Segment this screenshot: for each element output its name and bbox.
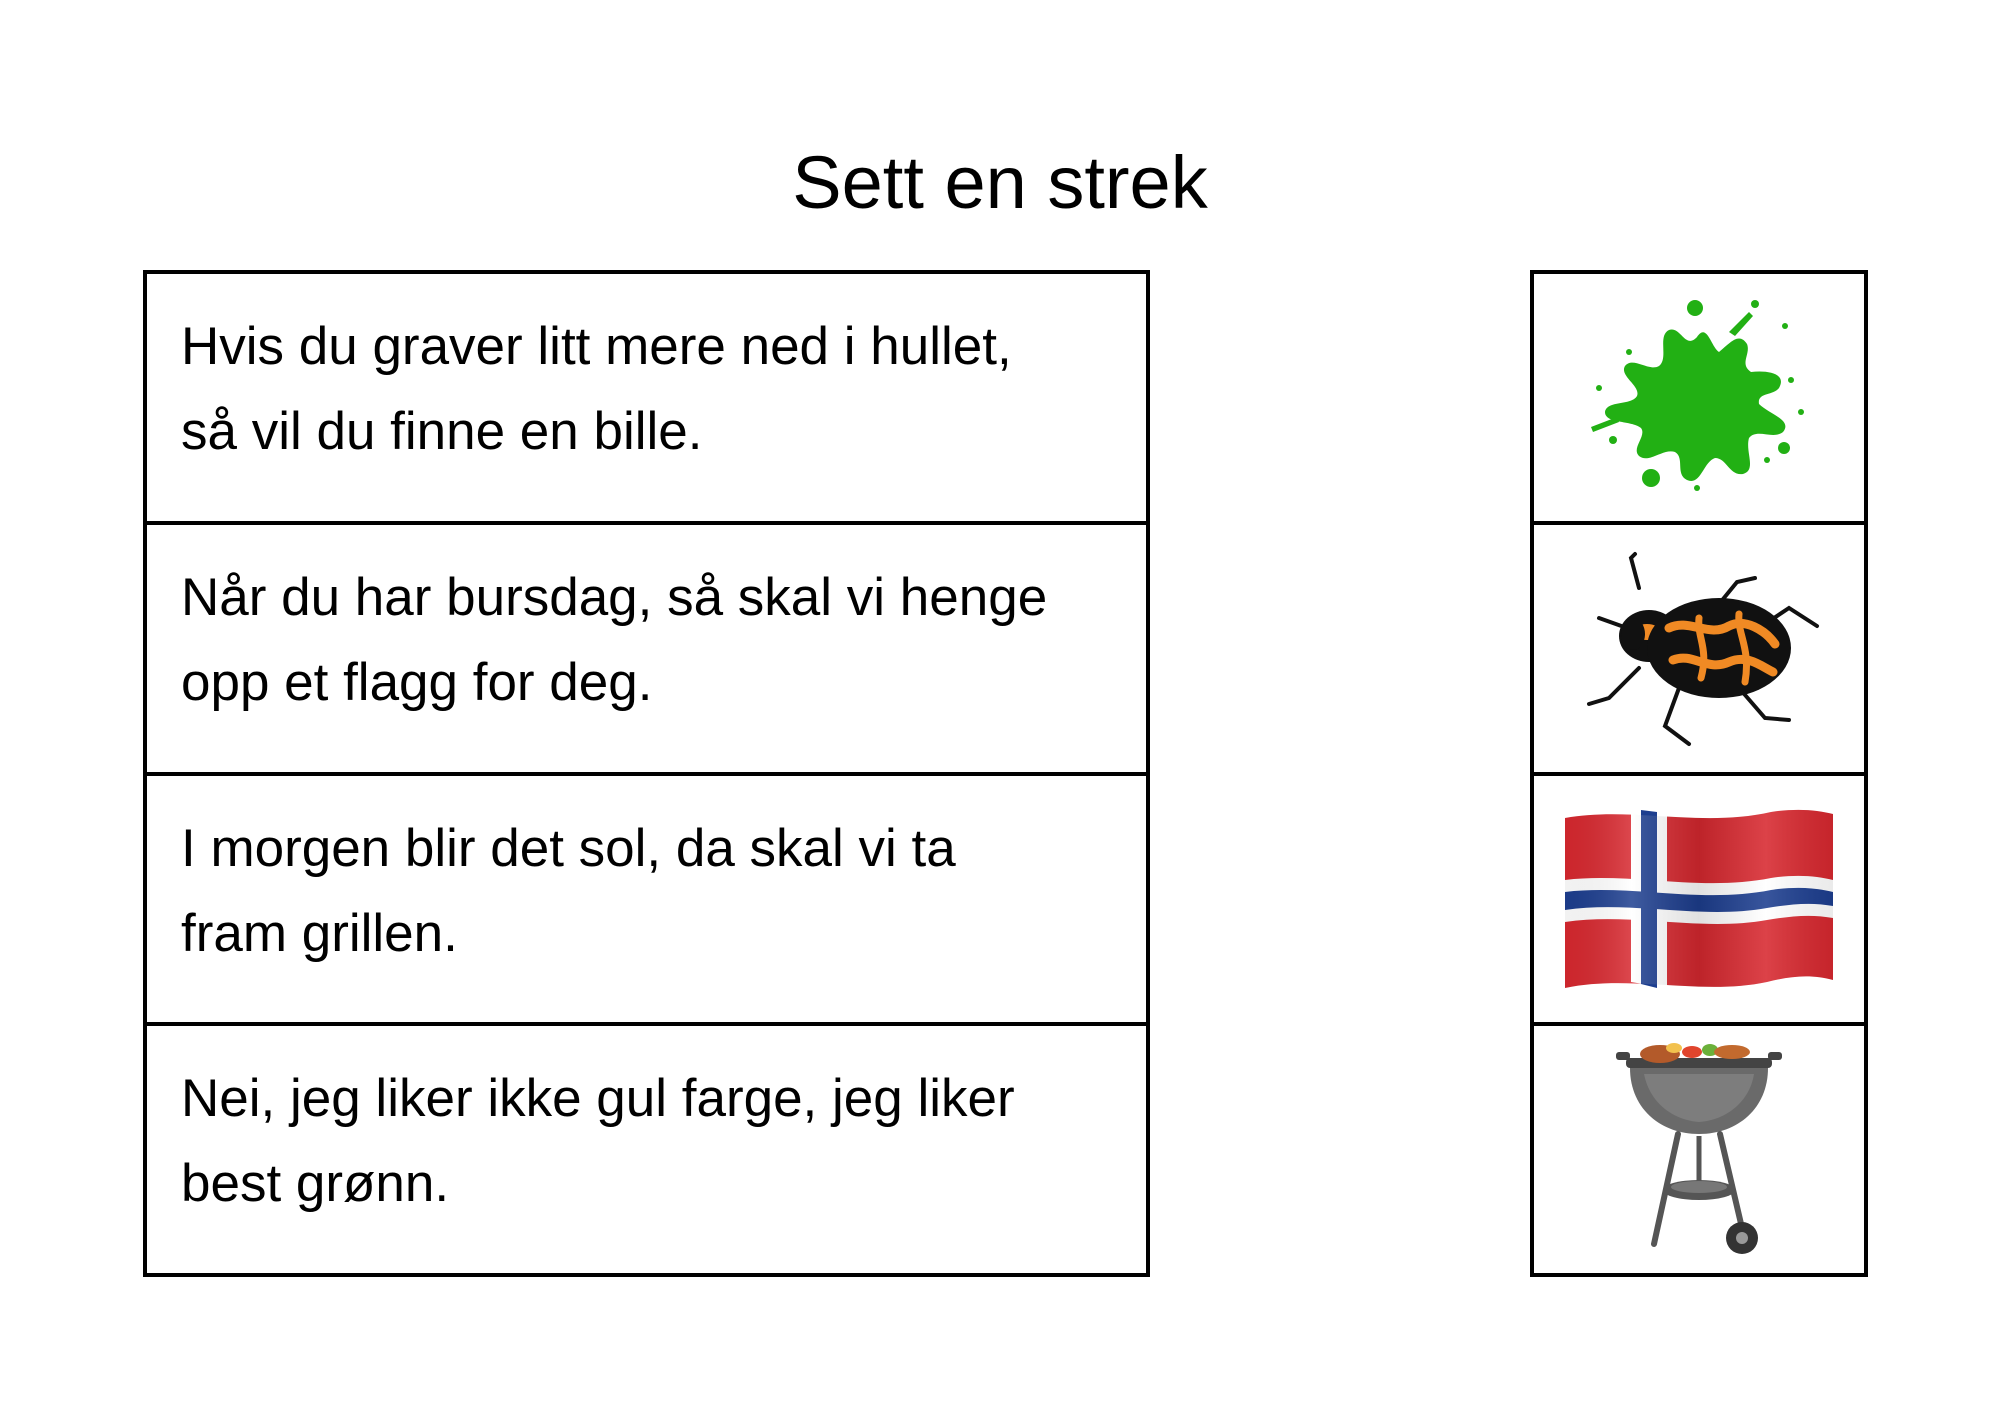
sentence-line: I morgen blir det sol, da skal vi ta	[181, 818, 956, 878]
green-paint-splat-icon	[1579, 292, 1819, 502]
sentence-text-4	[181, 1056, 1106, 1226]
sentence-line: Hvis du graver litt mere ned i hullet,	[181, 317, 1012, 376]
sentence-line: Nei, jeg liker ikke gul farge, jeg liker	[181, 1069, 1015, 1129]
picture-cell-4	[1534, 1026, 1864, 1273]
sentence-line: fram grillen.	[181, 903, 458, 963]
sentence-text-1	[181, 304, 1106, 474]
picture-cell-1	[1534, 274, 1864, 525]
picture-cell-3	[1534, 776, 1864, 1027]
sentence-table	[143, 270, 1150, 1277]
picture-table	[1530, 270, 1868, 1277]
sentence-line: best grønn.	[181, 1154, 450, 1214]
sentence-row-4	[147, 1026, 1146, 1273]
sentence-text-2	[181, 555, 1106, 725]
picture-cell-2	[1534, 525, 1864, 776]
beetle-icon	[1569, 548, 1829, 748]
sentence-row-3	[147, 776, 1146, 1027]
sentence-row-1	[147, 274, 1146, 525]
sentence-line: Når du har bursdag, så skal vi henge	[181, 567, 1048, 627]
sentence-row-2	[147, 525, 1146, 776]
barbecue-grill-icon	[1614, 1038, 1784, 1262]
sentence-line: opp et flagg for deg.	[181, 652, 653, 712]
norwegian-flag-icon	[1561, 804, 1837, 994]
page-title: Sett en strek	[792, 141, 1208, 224]
sentence-line: så vil du finne en bille.	[181, 402, 703, 461]
sentence-text-3	[181, 806, 1106, 976]
